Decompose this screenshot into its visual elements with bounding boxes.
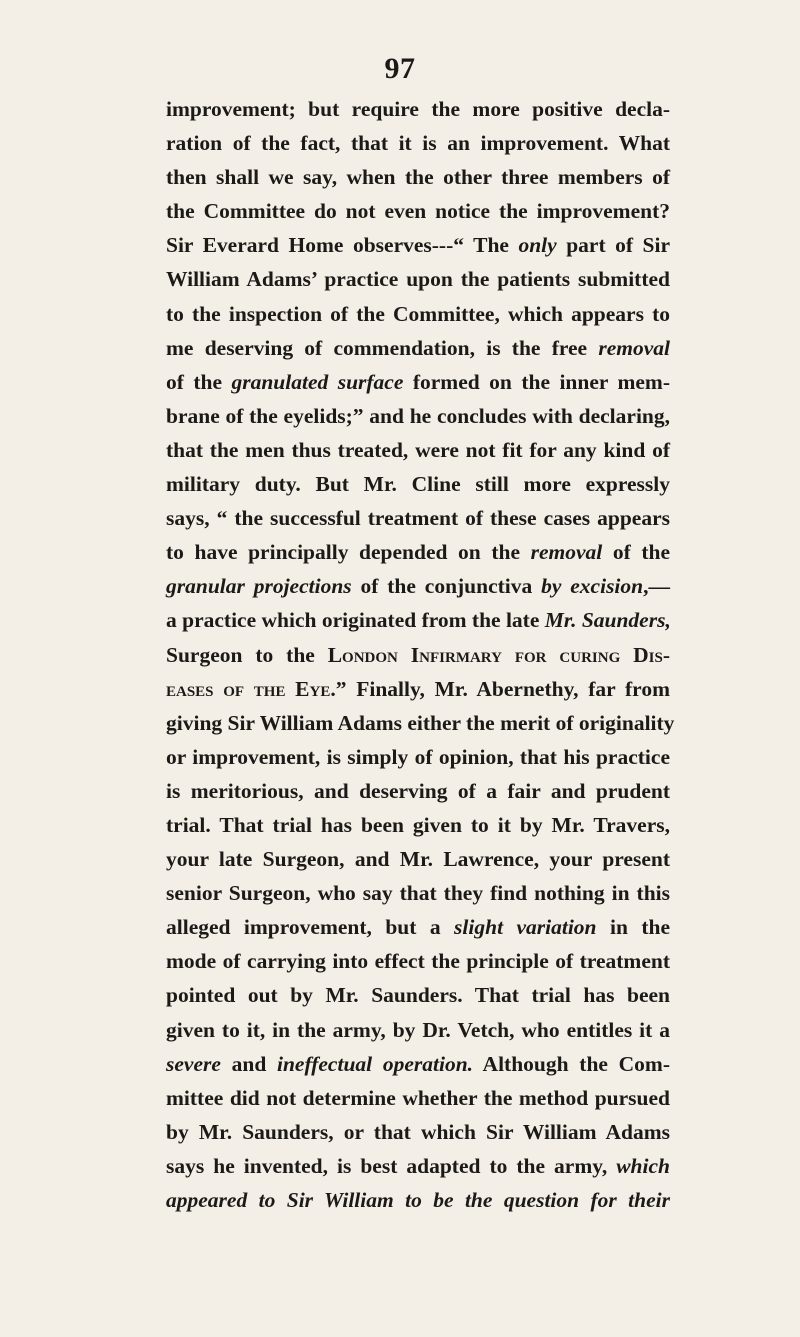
text-segment: alleged improvement, but a (166, 915, 455, 940)
italic-text: by excision (541, 574, 644, 599)
text-segment: improvement; but require the more positive decla- (166, 97, 670, 121)
italic-text: only (518, 233, 557, 258)
text-line (166, 910, 670, 944)
text-segment: in the (596, 915, 670, 940)
text-line (166, 433, 670, 467)
text-line (166, 467, 670, 501)
text-line (166, 1081, 670, 1115)
text-line (166, 331, 670, 365)
text-line (166, 194, 670, 228)
text-line (166, 740, 670, 774)
text-segment: ” Finally, Mr. Abernethy, far from (335, 676, 670, 701)
text-segment: military duty. But Mr. Cline still more expressly (166, 472, 670, 497)
text-segment: Sir Everard Home observes---“ The (166, 233, 519, 258)
small-caps-text: eases of the Eye. (166, 676, 336, 701)
text-line (166, 842, 670, 876)
text-line (166, 706, 675, 740)
text-line (166, 603, 670, 637)
text-segment: William Adams’ practice upon the patients submitted (166, 267, 670, 292)
text-segment: a practice which originated from the late (166, 608, 545, 633)
text-line (166, 160, 670, 194)
text-segment: your late Surgeon, and Mr. Lawrence, your present (166, 847, 670, 872)
text-segment: formed on the inner mem- (403, 369, 670, 394)
text-segment: of the conjunctiva (351, 574, 542, 599)
italic-text: granulated surface (231, 369, 404, 394)
text-segment: ration of the fact, that it is an improvement. What (166, 131, 670, 156)
text-line (166, 944, 670, 978)
text-line (166, 808, 670, 842)
italic-text: granular projections (166, 574, 352, 599)
text-line (166, 399, 670, 433)
body-text (166, 92, 675, 1217)
text-segment: senior Surgeon, who say that they find nothing in this (166, 881, 670, 906)
text-line (166, 1013, 670, 1047)
text-segment: by Mr. Saunders, or that which Sir William Adams (166, 1119, 670, 1144)
text-segment: says he invented, is best adapted to the army, (166, 1153, 617, 1178)
text-segment: part of Sir (556, 233, 671, 258)
text-segment: mittee did not determine whether the method pursued (166, 1085, 670, 1110)
italic-text: which (616, 1153, 670, 1178)
text-segment: says, “ the successful treatment of these cases appears (166, 506, 670, 531)
text-segment: trial. That trial has been given to it by Mr. Travers, (166, 812, 670, 837)
text-line (166, 92, 670, 126)
small-caps-text: London Infirmary for curing Dis- (327, 642, 670, 667)
text-line (166, 535, 670, 569)
text-segment: to the inspection of the Committee, which appears to (166, 301, 670, 326)
text-line (166, 1183, 670, 1217)
text-segment: the Committee do not even notice the improvement? (166, 199, 670, 224)
text-segment: brane of the eyelids;” and he concludes with declaring, (166, 403, 670, 428)
page-number: 97 (384, 52, 416, 85)
text-segment: giving Sir William Adams either the merit of originality (166, 710, 675, 735)
italic-text: ineffectual operation. (276, 1051, 474, 1076)
text-line (166, 501, 670, 535)
text-line (166, 672, 670, 706)
text-segment: Surgeon to the (166, 642, 328, 667)
text-line (166, 1047, 670, 1081)
text-segment: of the (602, 540, 670, 565)
text-line (166, 638, 670, 672)
italic-text: removal (598, 335, 670, 360)
text-line (166, 365, 670, 399)
text-segment: me deserving of commendation, is the free (166, 335, 599, 360)
text-segment: is meritorious, and deserving of a fair and prudent (166, 778, 670, 803)
text-line (166, 1149, 670, 1183)
text-line (166, 978, 670, 1012)
italic-text: appeared to Sir William to be the question for their (166, 1188, 670, 1212)
text-segment: given to it, in the army, by Dr. Vetch, who entitles it a (166, 1017, 670, 1042)
text-segment: pointed out by Mr. Saunders. That trial has been (166, 983, 670, 1008)
text-segment: or improvement, is simply of opinion, that his practice (166, 744, 670, 769)
text-segment: of the (166, 369, 232, 394)
text-line (166, 569, 670, 603)
text-line (166, 1115, 670, 1149)
italic-text: severe (166, 1051, 221, 1076)
italic-text: slight variation (454, 915, 597, 940)
text-segment: ,— (643, 574, 670, 599)
italic-text: removal (530, 540, 603, 565)
text-segment: and (220, 1051, 277, 1076)
text-segment: that the men thus treated, were not fit for any kind of (166, 437, 670, 462)
text-segment: mode of carrying into effect the principle of treatment (166, 949, 670, 974)
text-segment: to have principally depended on the (166, 540, 531, 565)
text-line (166, 297, 670, 331)
text-segment: Although the Com- (473, 1051, 670, 1076)
text-line (166, 262, 670, 296)
text-segment: then shall we say, when the other three members of (166, 165, 670, 190)
italic-text: Mr. Saunders, (544, 608, 671, 633)
text-line (166, 774, 670, 808)
text-line (166, 228, 670, 262)
text-line (166, 876, 670, 910)
text-line (166, 126, 670, 160)
